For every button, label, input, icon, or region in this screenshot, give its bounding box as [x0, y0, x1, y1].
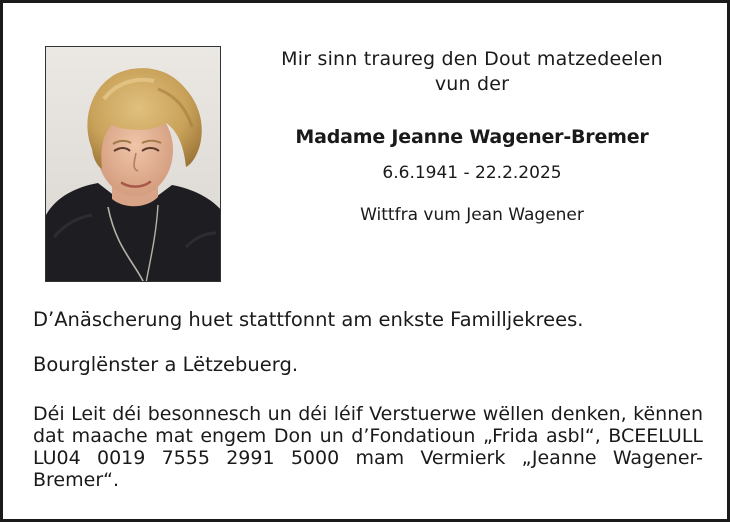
intro-text — [241, 47, 703, 97]
donation-paragraph: Déi Leit déi besonnesch un déi léif Verstuerwe wëllen denken, kënnen dat maache mat engem Don un d’Fondatioun „Frida asbl“, BCEELULL LU04 0019 7555 2991 5000 mam Vermierk „Jeanne Wagener-Bremer“. — [33, 403, 703, 491]
portrait-illustration — [46, 47, 221, 282]
widow-of-text: Wittfra vum Jean Wagener — [360, 205, 584, 225]
portrait-photo — [45, 46, 221, 282]
life-dates: 6.6.1941 - 22.2.2025 — [382, 163, 562, 183]
deceased-name: Madame Jeanne Wagener-Bremer — [295, 126, 649, 148]
place-paragraph: Bourglënster a Lëtzebuerg. — [33, 353, 299, 376]
intro-line-2: vun der — [434, 73, 510, 95]
intro-line-1: Mir sinn traureg den Dout matzedeelen — [281, 48, 663, 70]
cremation-paragraph: D’Anäscherung huet stattfonnt am enkste Familljekrees. — [33, 308, 584, 331]
